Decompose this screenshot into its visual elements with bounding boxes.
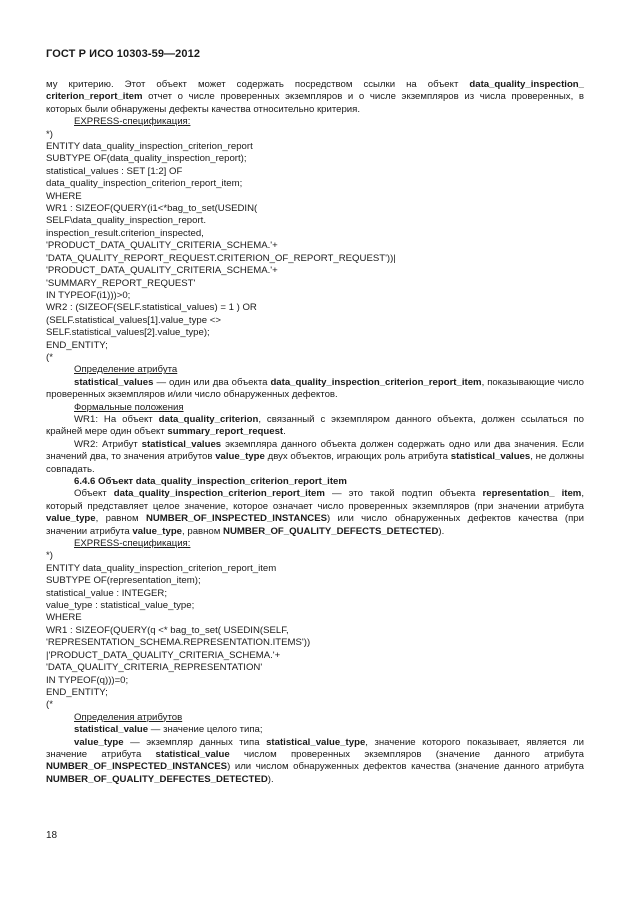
code-line: END_ENTITY; — [46, 686, 108, 698]
code-line: (* — [46, 699, 53, 711]
section-heading: 6.4.6 Объект data_quality_inspection_criterion_report_item — [74, 476, 347, 487]
code-line: END_ENTITY; — [46, 339, 108, 351]
intro-paragraph: му критерию. Этот объект может содержать посредством ссылки на объект data_quality_inspection_ criterion_report_item отчет о числе проверенных экземпляров и о числе экземпляров из числа проверенных, в которых были обнаружены дефекты качества относительно критерия. — [46, 79, 584, 115]
document-body — [46, 79, 584, 786]
code-line: SUBTYPE OF(data_quality_inspection_report); — [46, 153, 247, 165]
code-line: 'REPRESENTATION_SCHEMA.REPRESENTATION.ITEMS')) — [46, 637, 311, 649]
code-line: (SELF.statistical_values[1].value_type <> — [46, 314, 221, 326]
code-line: IN TYPEOF(i1)))>0; — [46, 289, 131, 301]
code-line: *) — [46, 128, 53, 140]
code-line: SELF\data_quality_inspection_report. — [46, 215, 206, 227]
code-line: WR1 : SIZEOF(QUERY(q <* bag_to_set( USEDIN(SELF, — [46, 624, 289, 636]
attribute-definition-label: Определение атрибута — [74, 364, 178, 376]
code-line: 'PRODUCT_DATA_QUALITY_CRITERIA_SCHEMA.'+ — [46, 240, 278, 252]
code-line: 'PRODUCT_DATA_QUALITY_CRITERIA_SCHEMA.'+ — [46, 265, 278, 277]
code-line: IN TYPEOF(q)))=0; — [46, 674, 129, 686]
wr1-paragraph: WR1: На объект data_quality_criterion, связанный с экземпляром данного объекта, должен ссылаться по крайней мере один объект summary_report_request. — [46, 413, 584, 438]
code-line: statistical_value : INTEGER; — [46, 587, 168, 599]
formal-propositions-label: Формальные положения — [74, 401, 184, 413]
code-line: 'DATA_QUALITY_REPORT_REQUEST.CRITERION_OF_REPORT_REQUEST'))| — [46, 252, 396, 264]
code-line: WR2 : (SIZEOF(SELF.statistical_values) = 1 ) OR — [46, 302, 257, 314]
express-code-block-1 — [46, 129, 584, 365]
page-number: 18 — [46, 830, 58, 841]
code-line: statistical_values : SET [1:2] OF — [46, 165, 183, 177]
code-line: ENTITY data_quality_inspection_criterion_report — [46, 141, 253, 153]
code-line: WHERE — [46, 190, 82, 202]
code-line: WHERE — [46, 612, 82, 624]
report-item-description: Объект data_quality_inspection_criterion_report_item — это такой подтип объекта representation_ item, который представляет целое значение, которое означает число проверенных экземпляров (при значении атрибута value_type, равном NUMBER_OF_INSPECTED_INSTANCES) или число обнаруженных дефектов качества (при значении атрибута value_type, равном NUMBER_OF_QUALITY_DEFECTS_DETECTED). — [46, 488, 585, 537]
code-line: value_type : statistical_value_type; — [46, 600, 195, 612]
wr2-paragraph: WR2: Атрибут statistical_values экземпляра данного объекта должен содержать одно или два значения. Если значений два, то значения атрибутов value_type двух объектов, играющих роль атрибута statistical_values, не должны совпадать. — [46, 438, 584, 475]
attributes-definition-label: Определения атрибутов — [74, 711, 183, 723]
code-line: inspection_result.criterion_inspected, — [46, 227, 204, 239]
express-spec-label: EXPRESS-спецификация: — [74, 538, 191, 550]
statistical-values-definition: statistical_values — один или два объекта data_quality_inspection_criterion_report_item, показывающие число проверенных экземпляров и/или число обнаруженных дефектов. — [46, 376, 584, 401]
statistical-value-definition: statistical_value — значение целого типа; — [74, 724, 263, 736]
express-spec-label: EXPRESS-спецификация: — [74, 116, 191, 128]
code-line: ENTITY data_quality_inspection_criterion_report_item — [46, 562, 277, 574]
express-code-block-2 — [46, 550, 584, 711]
code-line: WR1 : SIZEOF(QUERY(i1<*bag_to_set(USEDIN( — [46, 203, 258, 215]
code-line: 'SUMMARY_REPORT_REQUEST' — [46, 277, 196, 289]
code-line: (* — [46, 351, 53, 363]
code-line: SELF.statistical_values[2].value_type); — [46, 327, 210, 339]
code-line: *) — [46, 550, 53, 562]
code-line: 'DATA_QUALITY_CRITERIA_REPRESENTATION' — [46, 662, 263, 674]
value-type-definition: value_type — экземпляр данных типа statistical_value_type, значение которого показывает, является ли значение атрибута statistical_value числом проверенных экземпляров (значение данного атрибута NUMBER_OF_INSPECTED_INSTANCES) или числом обнаруженных дефектов качества (значение данного атрибута NUMBER_OF_QUALITY_DEFECTES_DETECTED). — [46, 736, 584, 785]
page-header: ГОСТ Р ИСО 10303-59—2012 — [46, 48, 201, 60]
code-line: SUBTYPE OF(representation_item); — [46, 575, 201, 587]
code-line: |'PRODUCT_DATA_QUALITY_CRITERIA_SCHEMA.'+ — [46, 649, 281, 661]
code-line: data_quality_inspection_criterion_report_item; — [46, 178, 243, 190]
